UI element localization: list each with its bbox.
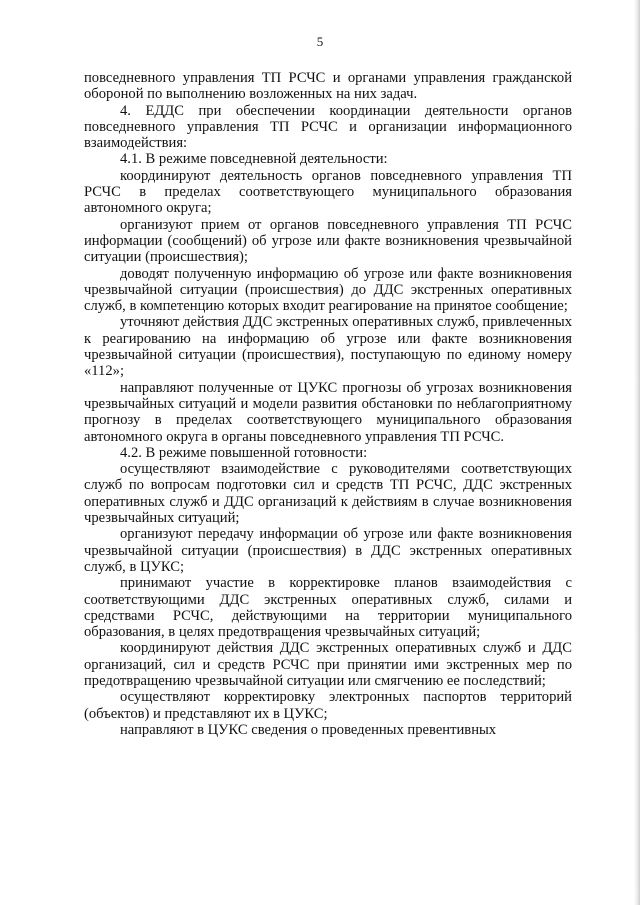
document-body: [84, 70, 572, 738]
paragraph: осуществляют взаимодействие с руководителями соответствующих служб по вопросам подготовки сил и средств ТП РСЧС, ДДС экстренных оперативных служб и ДДС организаций к действиям в случае возникновения чрезвычайных ситуаций;: [84, 461, 572, 527]
paragraph: осуществляют корректировку электронных паспортов территорий (объектов) и представляют их в ЦУКС;: [84, 689, 572, 722]
page-number: 5: [316, 34, 324, 49]
paragraph: координируют действия ДДС экстренных оперативных служб и ДДС организаций, сил и средств РСЧС при принятии ими экстренных мер по предотвращению чрезвычайной ситуации или смягчению ее последствий;: [84, 640, 572, 689]
paragraph: координируют деятельность органов повседневного управления ТП РСЧС в пределах соответствующего муниципального образования автономного округа;: [84, 167, 572, 217]
paragraph: уточняют действия ДДС экстренных оперативных служб, привлеченных к реагированию на информацию об угрозе или факте возникновения чрезвычайной ситуации (происшествия), поступающую по единому номеру «112»;: [84, 314, 572, 380]
paragraph: 4.2. В режиме повышенной готовности:: [120, 444, 368, 461]
paragraph: направляют в ЦУКС сведения о проведенных превентивных: [120, 721, 497, 738]
paragraph: 4.1. В режиме повседневной деятельности:: [120, 151, 388, 168]
paragraph: доводят полученную информацию об угрозе или факте возникновения чрезвычайной ситуации (происшествия) до ДДС экстренных оперативных служб, в компетенцию которых входит реагирование на принятое сообщение;: [84, 265, 572, 315]
paragraph: принимают участие в корректировке планов взаимодействия с соответствующими ДДС экстренных оперативных служб, силами и средствами РСЧС, действующими на территории муниципального образования, в целях предотвращения чрезвычайных ситуаций;: [84, 575, 572, 641]
paragraph: направляют полученные от ЦУКС прогнозы об угрозах возникновения чрезвычайных ситуаций и модели развития обстановки по неблагоприятному прогнозу в пределах соответствующего муниципального образования автономного округа в органы повседневного управления ТП РСЧС.: [84, 379, 572, 445]
paragraph: повседневного управления ТП РСЧС и органами управления гражданской обороной по выполнению возложенных на них задач.: [84, 70, 572, 103]
paragraph: организуют передачу информации об угрозе или факте возникновения чрезвычайной ситуации (происшествия) в ДДС экстренных оперативных служб, в ЦУКС;: [84, 526, 572, 575]
paragraph: 4. ЕДДС при обеспечении координации деятельности органов повседневного управления ТП РСЧС и организации информационного взаимодействия:: [84, 102, 572, 152]
paragraph: организуют прием от органов повседневного управления ТП РСЧС информации (сообщений) об угрозе или факте возникновения чрезвычайной ситуации (происшествия);: [84, 216, 572, 266]
scan-edge-shadow: [634, 0, 640, 905]
